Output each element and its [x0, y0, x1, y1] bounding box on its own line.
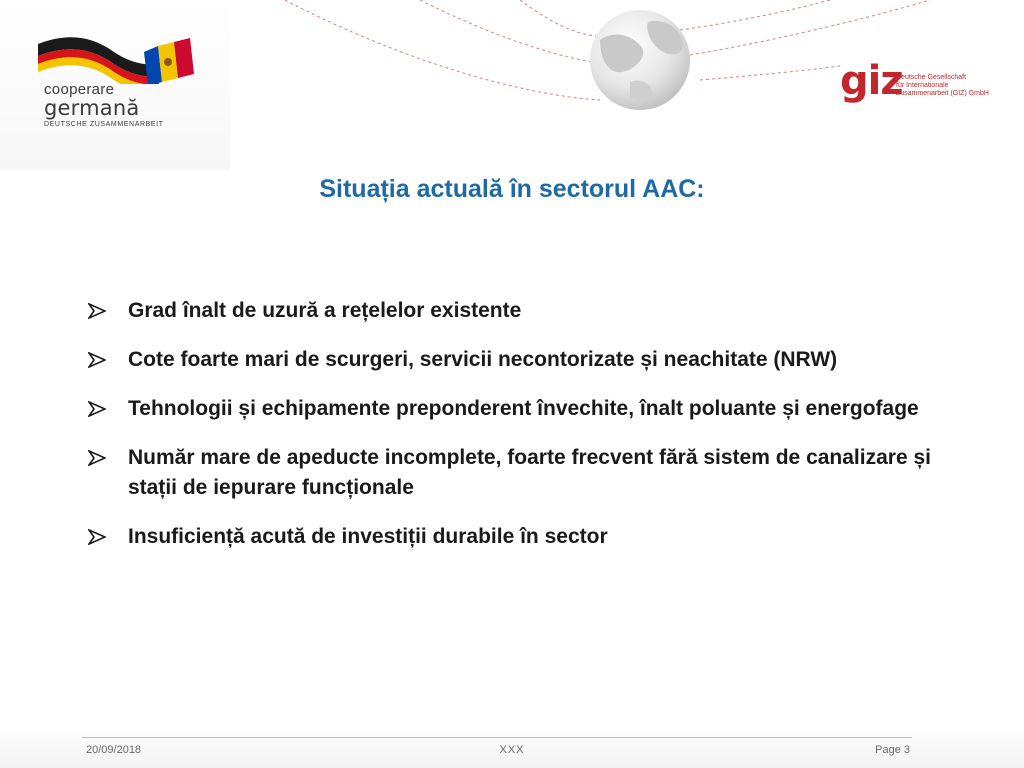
- arrow-bullet-icon: [88, 352, 106, 368]
- bullet-text: Insuficiență acută de investiții durabile în sector: [128, 525, 608, 548]
- footer-date: 20/09/2018: [86, 744, 142, 756]
- footer-page-number: Page 3: [875, 744, 910, 756]
- logo-line-deutsche-zusammenarbeit: DEUTSCHE ZUSAMMENARBEIT: [44, 121, 164, 128]
- bullet-item: [86, 296, 966, 326]
- bullet-list: [86, 296, 966, 571]
- bullet-text: Număr mare de apeducte incomplete, foarte frecvent fără sistem de canalizare și stații de iepurare funcționale: [128, 446, 931, 499]
- footer-center-label: XXX: [499, 744, 525, 756]
- slide-title: Situația actuală în sectorul AAC:: [319, 175, 705, 203]
- arrow-bullet-icon: [88, 529, 106, 545]
- giz-logo-word: giz: [840, 58, 903, 104]
- dashed-arc-1: [285, 0, 600, 100]
- dashed-arc-5: [680, 0, 830, 30]
- arrow-bullet-icon: [88, 450, 106, 466]
- globe-icon: [590, 10, 690, 110]
- giz-sub-line-3: Zusammenarbeit (GIZ) GmbH: [896, 90, 989, 97]
- cooperare-germana-logo: [34, 34, 204, 129]
- arrow-bullet-icon: [88, 303, 106, 319]
- germany-moldova-flag-ribbon-icon: [34, 34, 204, 84]
- bullet-text: Cote foarte mari de scurgeri, servicii necontorizate și neachitate (NRW): [128, 348, 838, 371]
- logo-line-cooperare: cooperare: [44, 81, 115, 98]
- bullet-text: Grad înalt de uzură a rețelelor existente: [128, 299, 522, 322]
- giz-logo-subtitle: [896, 74, 1006, 98]
- giz-logo: [840, 58, 1000, 110]
- bullet-item: [86, 345, 966, 375]
- dashed-arc-6: [700, 66, 840, 80]
- dashed-arc-4: [690, 0, 930, 55]
- giz-sub-line-2: für Internationale: [896, 82, 949, 89]
- bullet-item: [86, 443, 966, 503]
- arrow-bullet-icon: [88, 401, 106, 417]
- logo-line-germana: germană: [44, 96, 140, 120]
- giz-sub-line-1: Deutsche Gesellschaft: [896, 74, 967, 81]
- bullet-item: [86, 522, 966, 552]
- footer-divider: [82, 737, 912, 738]
- bullet-item: [86, 394, 966, 424]
- bullet-text: Tehnologii și echipamente preponderent învechite, înalt poluante și energofage: [128, 397, 919, 420]
